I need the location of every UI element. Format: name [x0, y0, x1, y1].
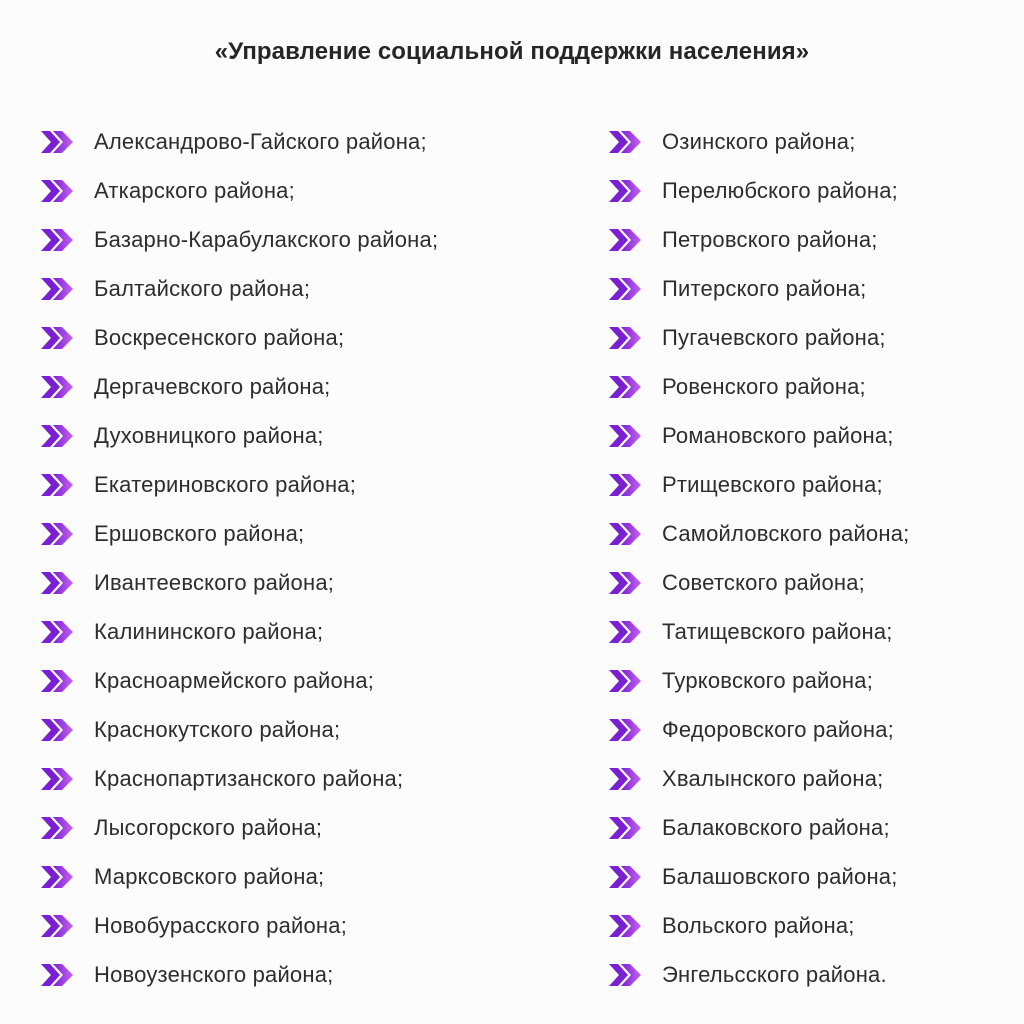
list-item	[608, 362, 909, 411]
district-name: Дергачевского района;	[94, 373, 331, 399]
district-name: Татищевского района;	[662, 618, 893, 644]
double-chevron-right-icon	[40, 375, 74, 399]
district-name: Александрово-Гайского района;	[94, 128, 427, 154]
list-item	[40, 313, 438, 362]
double-chevron-right-icon	[608, 326, 642, 350]
double-chevron-right-icon	[608, 767, 642, 791]
district-name: Советского района;	[662, 569, 865, 595]
district-name: Перелюбского района;	[662, 177, 898, 203]
district-name: Пугачевского района;	[662, 324, 886, 350]
list-item	[40, 558, 438, 607]
district-name: Энгельсского района.	[662, 961, 887, 987]
list-item	[40, 264, 438, 313]
district-name: Новоузенского района;	[94, 961, 334, 987]
list-item	[608, 509, 909, 558]
double-chevron-right-icon	[40, 228, 74, 252]
double-chevron-right-icon	[40, 571, 74, 595]
double-chevron-right-icon	[40, 326, 74, 350]
double-chevron-right-icon	[40, 865, 74, 889]
list-item	[40, 362, 438, 411]
double-chevron-right-icon	[40, 669, 74, 693]
double-chevron-right-icon	[40, 914, 74, 938]
district-name: Турковского района;	[662, 667, 874, 693]
double-chevron-right-icon	[608, 277, 642, 301]
district-name: Ершовского района;	[94, 520, 305, 546]
double-chevron-right-icon	[608, 963, 642, 987]
double-chevron-right-icon	[608, 522, 642, 546]
list-item	[608, 460, 909, 509]
list-item	[40, 607, 438, 656]
double-chevron-right-icon	[608, 620, 642, 644]
list-item	[608, 901, 909, 950]
double-chevron-right-icon	[608, 669, 642, 693]
district-name: Новобурасского района;	[94, 912, 348, 938]
list-item	[40, 117, 438, 166]
district-name: Базарно-Карабулакского района;	[94, 226, 439, 252]
district-name: Лысогорского района;	[94, 814, 323, 840]
list-item	[40, 901, 438, 950]
district-name: Воскресенского района;	[94, 324, 345, 350]
district-name: Балаковского района;	[662, 814, 890, 840]
district-name: Краснопартизанского района;	[94, 765, 404, 791]
district-name: Екатериновского района;	[94, 471, 357, 497]
double-chevron-right-icon	[40, 816, 74, 840]
double-chevron-right-icon	[608, 914, 642, 938]
double-chevron-right-icon	[40, 718, 74, 742]
double-chevron-right-icon	[608, 424, 642, 448]
double-chevron-right-icon	[40, 767, 74, 791]
list-item	[40, 754, 438, 803]
list-item	[40, 460, 438, 509]
list-item	[608, 166, 909, 215]
double-chevron-right-icon	[40, 473, 74, 497]
double-chevron-right-icon	[40, 424, 74, 448]
list-item	[608, 607, 909, 656]
list-item	[608, 215, 909, 264]
district-name: Хвалынского района;	[662, 765, 884, 791]
district-name: Ртищевского района;	[662, 471, 883, 497]
page-title: «Управление социальной поддержки населения»	[214, 38, 810, 65]
double-chevron-right-icon	[608, 571, 642, 595]
double-chevron-right-icon	[40, 179, 74, 203]
list-item	[608, 264, 909, 313]
district-name: Краснокутского района;	[94, 716, 341, 742]
list-item	[608, 950, 909, 999]
district-name: Калининского района;	[94, 618, 324, 644]
district-name: Самойловского района;	[662, 520, 910, 546]
double-chevron-right-icon	[608, 179, 642, 203]
district-name: Марксовского района;	[94, 863, 325, 889]
district-name: Вольского района;	[662, 912, 855, 938]
double-chevron-right-icon	[40, 277, 74, 301]
list-item	[40, 215, 438, 264]
district-name: Балтайского района;	[94, 275, 311, 301]
double-chevron-right-icon	[40, 963, 74, 987]
list-item	[608, 117, 909, 166]
list-item	[608, 705, 909, 754]
list-item	[40, 950, 438, 999]
list-item	[40, 803, 438, 852]
district-list-right	[608, 117, 909, 999]
district-name: Красноармейского района;	[94, 667, 375, 693]
district-name: Балашовского района;	[662, 863, 898, 889]
list-item	[608, 558, 909, 607]
double-chevron-right-icon	[40, 130, 74, 154]
list-item	[40, 166, 438, 215]
double-chevron-right-icon	[608, 228, 642, 252]
district-name: Петровского района;	[662, 226, 878, 252]
list-item	[608, 411, 909, 460]
double-chevron-right-icon	[40, 522, 74, 546]
double-chevron-right-icon	[608, 130, 642, 154]
list-item	[40, 509, 438, 558]
list-item	[40, 852, 438, 901]
list-item	[40, 411, 438, 460]
district-name: Федоровского района;	[662, 716, 894, 742]
double-chevron-right-icon	[608, 375, 642, 399]
list-item	[608, 313, 909, 362]
list-item	[40, 705, 438, 754]
list-item	[608, 656, 909, 705]
district-name: Ивантеевского района;	[94, 569, 335, 595]
double-chevron-right-icon	[608, 865, 642, 889]
district-name: Питерского района;	[662, 275, 867, 301]
list-item	[608, 852, 909, 901]
district-name: Духовницкого района;	[94, 422, 324, 448]
district-name: Аткарского района;	[94, 177, 295, 203]
district-list-left	[40, 117, 438, 999]
list-item	[608, 754, 909, 803]
double-chevron-right-icon	[40, 620, 74, 644]
district-name: Романовского района;	[662, 422, 894, 448]
double-chevron-right-icon	[608, 473, 642, 497]
list-item	[608, 803, 909, 852]
district-name: Озинского района;	[662, 128, 856, 154]
double-chevron-right-icon	[608, 718, 642, 742]
double-chevron-right-icon	[608, 816, 642, 840]
district-name: Ровенского района;	[662, 373, 866, 399]
list-item	[40, 656, 438, 705]
